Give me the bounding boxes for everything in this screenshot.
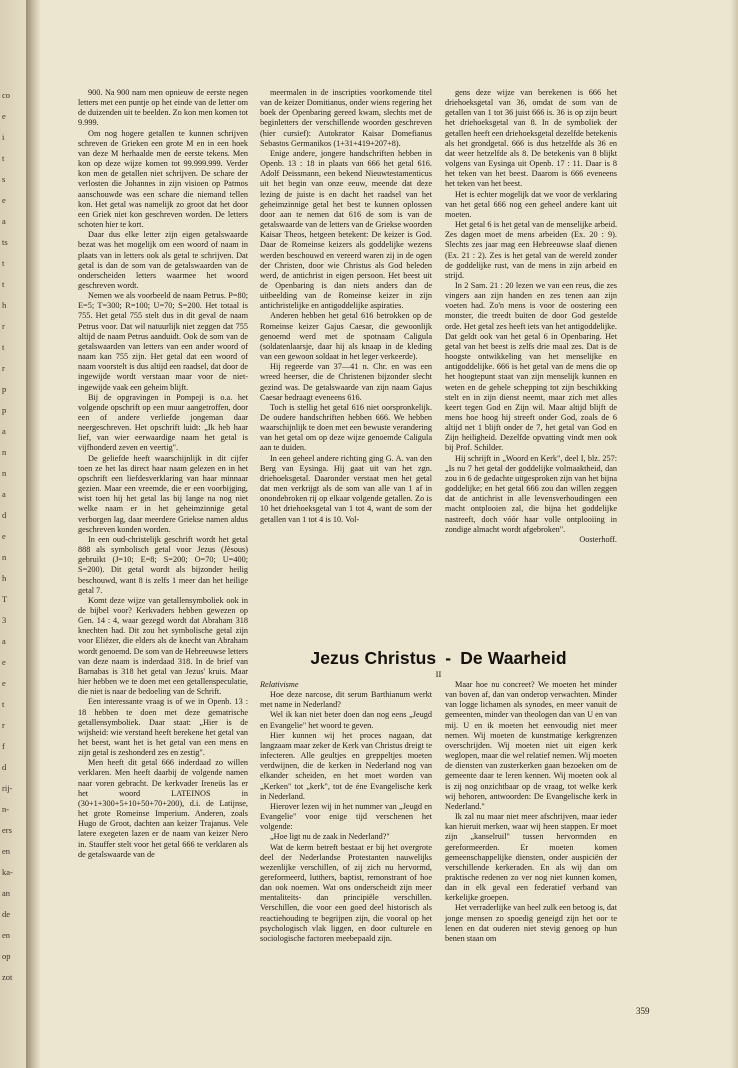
- previous-page-fragment: a: [2, 489, 6, 499]
- previous-page-fragment: e: [2, 111, 6, 121]
- previous-page-fragment: t: [2, 153, 5, 163]
- previous-page-fragment: ers: [2, 825, 12, 835]
- paragraph: Hij schrijft in „Woord en Kerk", deel I, blz. 257: „Is nu 7 het getal der goddelijke volmaaktheid, dan zou in 6 de gedachte uitgesproken zijn van het bijna goddelijke; en het getal 666 zou dan willen zeggen dat de antichrist in alle levensverhoudingen een macht ontplooien zal, die bijna het goddelijke nastreeft, doch vóór haar volle ontplooiing in zondige almacht wordt afgebroken".: [445, 453, 617, 534]
- previous-page-fragment: n: [2, 552, 7, 562]
- paragraph: Het is echter mogelijk dat we voor de verklaring van het getal 666 nog een geheel andere kant uit moeten.: [445, 189, 617, 219]
- previous-page-fragment: de: [2, 909, 11, 919]
- paragraph: „Hoe ligt nu de zaak in Nederland?": [270, 832, 390, 842]
- previous-page-edge: [0, 0, 27, 1068]
- previous-page-fragment: zot: [2, 972, 13, 982]
- magazine-page: [40, 0, 738, 1068]
- previous-page-fragment: t: [2, 258, 5, 268]
- article-part-number: II: [435, 669, 442, 679]
- paragraph: Men heeft dit getal 666 inderdaad zo willen verklaren. Men heeft daarbij de volgende namen naar voren gebracht. De kerkvader Ireneüs las er het woord LATEINOS in (30+1+300+5+10+50+70+200), d.i. de Latijnse, het grote Romeinse Imperium. Anderen, zoals Hugo de Groot, dachten aan keizer Trajanus. Vele latere exegeten lazen er de naam van keizer Nero in. Stauffer stelt voor het getal 666 te verklaren als de getalswaarde van de: [78, 758, 248, 859]
- paragraph: Ik zal nu maar niet meer afschrijven, maar ieder kan hieruit merken, waar wij heen stappen. Er moet zijn „kanselruil" tussen hervormden en gereformeerden. Er moeten komen gemeenschappelijke diensten, onder auspiciën der verschillende kerkeraden. En als wij dan om praktische redenen zo ver nog niet kunnen komen, dan in elk geval een federatief verband van kerkelijke groepen.: [445, 812, 617, 903]
- previous-page-fragment: s: [2, 174, 6, 184]
- paragraph: Het getal 6 is het getal van de menselijke arbeid. Zes dagen moet de mens arbeiden (Ex. 20 : 9). Slechts zes jaar mag een Hebreeuwse slaaf dienen (Ex. 21 : 2). Zes is het getal van de wereld zonder de goddelijke rust, van de mens in zijn arbeid en strijd.: [445, 220, 617, 280]
- column-5: [445, 680, 617, 944]
- previous-page-fragment: d: [2, 762, 7, 772]
- previous-page-fragment: p: [2, 384, 7, 394]
- previous-page-fragment: p: [2, 405, 7, 415]
- heading-left: Jezus Christus: [310, 648, 437, 668]
- previous-page-fragment: r: [2, 720, 5, 730]
- paragraph: Toch is stellig het getal 616 niet oorspronkelijk. De oudere handschriften hebben 666. We hebben waarschijnlijk te doen met een bewuste verandering van het getal om op deze wijze genoemde Caligula aan te duiden.: [260, 402, 432, 453]
- previous-page-fragment: a: [2, 216, 6, 226]
- heading-separator: -: [445, 648, 452, 668]
- paragraph: meermalen in de inscripties voorkomende titel van de keizer Domitianus, onder wiens regering het boek der Openbaring gereed kwam, slechts met de beginletters der verschillende woorden geschreven (hier cursief): Autokrator Kaisar Domefianus Sebastos Germanikos (1+31+419+207+8).: [260, 88, 432, 148]
- previous-page-fragment: T: [2, 594, 8, 604]
- paragraph: Hierover lezen wij in het nummer van „Jeugd en Evangelie" voor enige tijd verschenen het volgende:: [260, 801, 432, 832]
- paragraph: Wat de kerm betreft bestaat er bij het overgrote deel der Nederlandse Protestanten nauwelijks wezenlijke verschillen, of zij zich nu hervormd, gereformeerd, lutthers, baptist, remonstrant of hoe dan ook noemen. Wat ons onderscheidt zijn meer mentaliteits- dan principiële verschillen. Verschillen, die voor een goed deel historisch als reactiehouding te begrijpen zijn, die vooral op het psychologisch vlak liggen, en door culturele en sociologische factoren meebepaald zijn.: [260, 842, 432, 943]
- paragraph: Om nog hogere getallen te kunnen schrijven schreven de Grieken een grote M en in een hoek van deze M herhaalde men de eerste tekens. Men kon op deze wijze komen tot 99.999.999. Verder kon men de getallen niet schrijven. De schare der verlosten die Johannes in zijn visioen op Patmos aanschouwde was een schare die niemand tellen kon. Het getal was namelijk zo groot dat het door een Griek niet kon geschreven worden. De letters schoten hier te kort.: [78, 128, 248, 230]
- book-spine: [26, 0, 40, 1068]
- previous-page-fragment: op: [2, 951, 11, 961]
- previous-page-fragment: en: [2, 930, 11, 940]
- column-2: [260, 88, 432, 525]
- paragraph: Het verraderlijke van heel zulk een betoog is, dat jonge mensen zo spoedig geneigd zijn het oor te lenen en dat ouderen niet stevig genoeg op hun benen staan om: [445, 903, 617, 943]
- previous-page-fragment: n-: [2, 804, 10, 814]
- article-heading: [260, 648, 617, 669]
- paragraph: Komt deze wijze van getallensymboliek ook in de bijbel voor? Kerkvaders hebben gewezen op Gen. 14 : 4, waar gezegd wordt dat Abraham 318 knechten had. Dit zou het symbolische getal zijn voor Eliëzer, die elders als de knecht van Abraham wordt genoemd. De som van de Hebreeuwse letters van deze naam is inderdaad 318. In de brief van Barnabas is 318 het getal van Jezus' kruis. Maar hier hebben we te doen met een getallenspeculatie, die niet is naar de bedoeling van de Schrift.: [78, 595, 248, 697]
- previous-page-fragment: d: [2, 510, 7, 520]
- previous-page-fragment: i: [2, 132, 5, 142]
- paragraph: Hij regeerde van 37—41 n. Chr. en was een wreed heerser, die de Christenen bijzonder slecht gezind was. De getalswaarde van zijn naam Gajus Caesar bedraagt eveneens 616.: [260, 362, 432, 402]
- paragraph: Anderen hebben het getal 616 betrokken op de Romeinse keizer Gajus Caesar, die gewoonlijk genoemd werd met de spotnaam Caligula (soldatenlaarsje, daar hij als knaap in de kleding van een gewoon soldaat in het leger verkeerde).: [260, 311, 432, 362]
- column-3: [445, 88, 617, 545]
- previous-page-fragment: e: [2, 678, 6, 688]
- previous-page-fragment: an: [2, 888, 11, 898]
- previous-page-fragment: n: [2, 468, 7, 478]
- paragraph: Hoe deze narcose, dit serum Barthianum werkt met name in Nederland?: [260, 690, 432, 710]
- previous-page-fragment: e: [2, 531, 6, 541]
- paragraph: 900. Na 900 nam men opnieuw de eerste negen letters met een puntje op het einde van de letter om de duizenden uit te beelden. Zo kon men komen tot 9.999.: [78, 88, 248, 128]
- previous-page-fragment: a: [2, 636, 6, 646]
- paragraph: Hier kunnen wij het proces nagaan, dat langzaam maar zeker de Kerk van Christus dreigt te infecteren. Alle geultjes en greppeltjes moeten verdwijnen, die de kerken in Nederland nog van elkander scheiden, en het moet worden van „Kerken" tot „kerk", tot de éne Evangelische kerk in Nederland.: [260, 730, 432, 801]
- previous-page-fragment: n: [2, 447, 7, 457]
- paragraph: In een oud-christelijk geschrift wordt het getal 888 als symbolisch getal voor Jezus (Jèsous) gebruikt (J=10; E=8; S=200; O=70; U=400; S=200). Dit getal wordt als bijzonder heilig beschouwd, want 8 is zelfs 1 meer dan het heilige getal 7.: [78, 534, 248, 595]
- previous-page-fragment: h: [2, 300, 7, 310]
- paragraph: gens deze wijze van berekenen is 666 het driehoeksgetal van 36, omdat de som van de getallen van 1 tot 36 juist 666 is. 36 is op zijn beurt het driehoeksgetal van 8. In de symboliek der getallen heeft een driehoeksgetal dezelfde betekenis als het grondgetal. 666 is dus hetzelfde als 36 en dat weer hetzelfde als 8. De betekenis van 8 blijkt volgens van Eysinga uit Openb. 17 : 11. Daar is 8 het teken van het beest. Daarom is 666 eveneens het teken van het beest.: [445, 88, 617, 189]
- paragraph: Nemen we als voorbeeld de naam Petrus. P=80; E=5; T=300; R=100; U=70; S=200. Het totaal is 755. Het getal 755 stelt dus in dit geval de naam Petrus voor. Dat wil natuurlijk niet zeggen dat 755 altijd de naam Petrus aanduidt. Ook de som van de getalswaarden van letters van een ander woord of naam kan 755 zijn. Het getal dat een woord of naam voorstelt is dus altijd een raadsel, dat door de ingewijde wordt verstaan maar voor de niet-ingewijde vaak een geheim blijft.: [78, 291, 248, 392]
- previous-page-fragment: co: [2, 90, 11, 100]
- previous-page-fragment: t: [2, 279, 5, 289]
- paragraph: Een interessante vraag is of we in Openb. 13 : 18 hebben te doen met deze gematrische getallensymboliek. Daar staat: „Hier is de wijsheid: wie verstand heeft berekene het getal van het beest, want het is het getal van een mens en zijn getal is zeshonderd zes en zestig".: [78, 697, 248, 758]
- previous-page-fragment: t: [2, 699, 5, 709]
- paragraph: Enige andere, jongere handschriften hebben in Openb. 13 : 18 in plaats van 666 het getal 616. Adolf Deissmann, een bekend Nieuwtestamenticus uit het begin van onze eeuw, meende dat deze lezing de juiste is en dacht het raadsel van het geheimzinnige getal het best te kunnen oplossen door aan te nemen dat 616 de som is van de getalswaarde van de letters van de Griekse woorden Kaisar Theos, hetgeen betekent: De keizer is God. Daar de Romeinse keizers als goddelijke wezens werden beschouwd en vereerd waren zij in de ogen der Christen, door wie Christus als God beleden werd, de antichrist in eigen persoon. Het beest uit de Openbaring is dan niets anders dan de uitbeelding van de Romeinse keizer in zijn antichristelijke en antigoddelijke aspiraties.: [260, 148, 432, 311]
- previous-page-fragment: r: [2, 321, 5, 331]
- previous-page-fragment: f: [2, 741, 5, 751]
- paragraph: Maar hoe nu concreet? We moeten het minder van boven af, dan van onderop verwachten. Minder van logge lichamen als synodes, en meer vanuit de gemeenten, minder van theologen dan van U en van mij. U en ik moeten het eenvoudig niet meer nemen. Wij moeten de kunstmatige kerkgrenzen overschrijden. Wij moeten niet uit eigen kerk weglopen, maar die wel relatief nemen. Wij moeten de diensten van zusterkerken gaan bezoeken om de gemeente daar te leren kennen. Wij moeten ook al is zij nog onzichtbaar op de vraag, tot welke kerk wij behoren, antwoorden: De Evangelische kerk in Nederland.": [445, 680, 617, 811]
- paragraph: Wel ik kan niet beter doen dan nog eens „Jeugd en Evangelie" het woord te geven.: [260, 710, 432, 730]
- previous-page-fragment: a: [2, 426, 6, 436]
- column-4: [260, 680, 432, 944]
- paragraph: De geliefde heeft waarschijnlijk in dit cijfer toen ze het las direct haar naam gelezen en in het opschrift een liefdesverklaring van haar minnaar gezien. Maar een vreemde, die er een voorbijging, wist toen hij het getal las bij lange na nog niet welke naam er in het geheimzinnige getal verborgen lag, daar meerdere Griekse namen aldus geschreven konden worden.: [78, 453, 248, 534]
- previous-page-fragment: 3: [2, 615, 7, 625]
- previous-page-fragment: ka-: [2, 867, 13, 877]
- page-number: 359: [636, 1006, 650, 1016]
- paragraph: Daar dus elke letter zijn eigen getalswaarde bezat was het mogelijk om een woord of naam in plaats van in letters ook als getal te schrijven. Dat getal is dan de som van de getalswaarden van de onderscheiden letters waarmee het woord geschreven wordt.: [78, 230, 248, 290]
- previous-page-fragment: h: [2, 573, 7, 583]
- column-1: [78, 88, 248, 860]
- heading-right: De Waarheid: [460, 648, 567, 668]
- previous-page-fragment: e: [2, 195, 6, 205]
- paragraph: In een geheel andere richting ging G. A. van den Berg van Eysinga. Hij gaat uit van het zgn. driehoeksgetal. Daaronder verstaat men het getal dat men verkrijgt als de som van alle van 1 af in onondebroken rij op elkaar volgende getallen. Zo is 10 het driehoeksgetal van 1 tot 4, want de som der getallen van 1 tot 4 is 10. Vol-: [260, 453, 432, 524]
- previous-page-fragment: en: [2, 846, 11, 856]
- previous-page-fragment: t: [2, 342, 5, 352]
- paragraph: In 2 Sam. 21 : 20 lezen we van een reus, die zes vingers aan zijn handen en zes tenen aan zijn voeten had. Zo'n mens is voor de oostering een monster, die treedt buiten de door God gestelde orde. Het getal zes heeft iets van het antigoddelijke. Dat geldt ook van het getal 6 in Openbaring. Het getal van het beest is zelfs drie maal zes. Dat is de hoogste ontwikkeling van het menselijke en antigoddelijke. 666 is het getal van de mens die op het hoogtepunt staat van zijn menselijk kunnen en weten en de gehele schepping tot zijn beschikking stelt en in zijn dienst neemt, maar zich met alles keert tegen God en Zijn wil. Maar altijd blijft de mens hoe hoog hij streeft onder God, zoals de 6 altijd net 1 blijft onder de 7, het getal van God en Zijn heiligheid. Dezelfde opvatting vindt men ook bij Prof. Schilder.: [445, 280, 617, 453]
- paragraph: Bij de opgravingen in Pompeji is o.a. het volgende opschrift op een muur aangetroffen, door een of andere verliefde jongeman daar neergeschreven. Het opschrift luidt: „Ik heb haar lief, van wier eerwaardige naam het getal is vijfhonderd zeven en veertig".: [78, 392, 248, 453]
- author-signature: Oosterhoff.: [579, 534, 617, 544]
- previous-page-fragment: rij-: [2, 783, 13, 793]
- previous-page-fragment: ts: [2, 237, 8, 247]
- section-subheading: Relativisme: [260, 680, 299, 689]
- previous-page-fragment: r: [2, 363, 5, 373]
- previous-page-fragment: e: [2, 657, 6, 667]
